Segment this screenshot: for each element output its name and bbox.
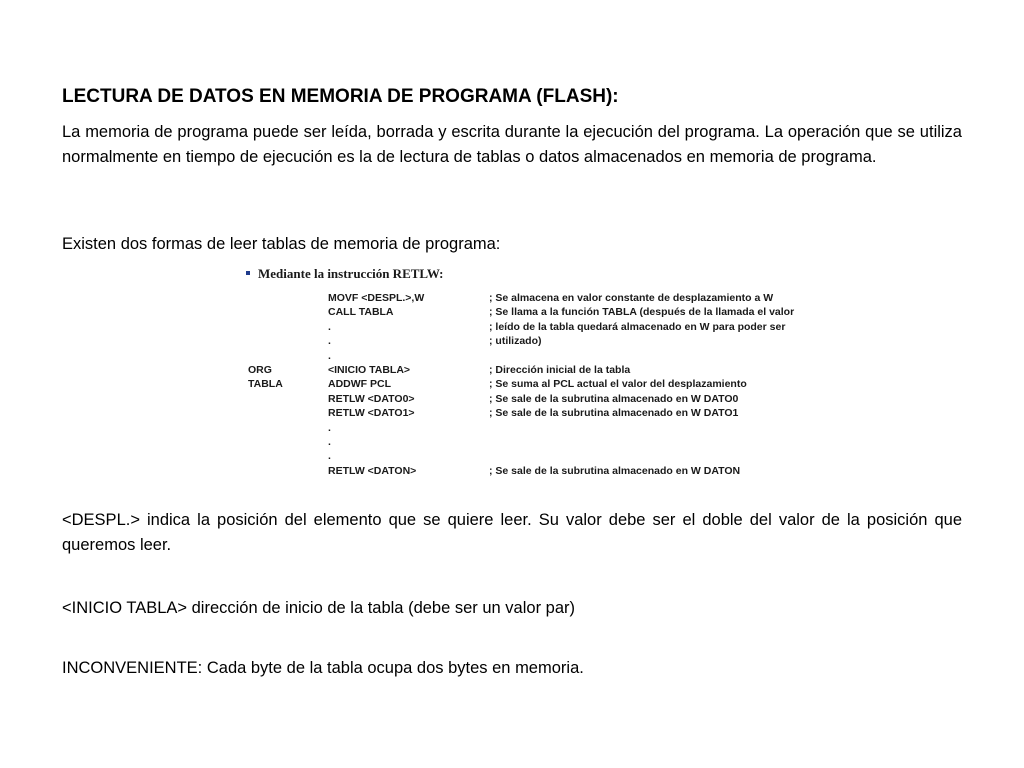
code-instruction: . [328,349,331,362]
code-comment: ; Se llama a la función TABLA (después de la llamada el valor [489,306,795,319]
code-comment: ; utilizado) [489,335,542,348]
code-instruction: RETLW <DATO0> [328,392,415,405]
paragraph-methods: Existen dos formas de leer tablas de memoria de programa: [62,235,501,253]
code-instruction: CALL TABLA [328,306,394,319]
code-comment: ; leído de la tabla quedará almacenado en W para poder ser [489,320,786,333]
code-row [246,321,846,335]
paragraph-inconveniente: INCONVENIENTE: Cada byte de la tabla ocupa dos bytes en memoria. [62,659,584,677]
code-comment: ; Se sale de la subrutina almacenado en W DATO0 [489,392,739,405]
paragraph-inicio-tabla: <INICIO TABLA> dirección de inicio de la tabla (debe ser un valor par) [62,599,575,617]
code-instruction: RETLW <DATON> [328,464,417,477]
code-instruction: <INICIO TABLA> [328,364,411,376]
code-label: ORG [248,364,272,376]
code-label: TABLA [248,378,283,391]
paragraph-despl: <DESPL.> indica la posición del elemento que se quiere leer. Su valor debe ser el doble del valor de la posición que queremos leer. [62,511,962,554]
code-row [246,450,846,464]
code-row [246,393,846,407]
figure-heading-text: Mediante la instrucción RETLW: [258,266,444,281]
figure-heading [246,266,444,282]
code-instruction: . [328,436,331,448]
code-comment: ; Se sale de la subrutina almacenado en W DATON [489,464,741,477]
code-instruction: RETLW <DATO1> [328,407,415,420]
code-row [246,465,846,479]
code-row [246,306,846,320]
paragraph-intro: La memoria de programa puede ser leída, borrada y escrita durante la ejecución del programa. La operación que se utiliza normalmente en tiempo de ejecución es la de lectura de tablas o datos almacenados en memoria de programa. [62,123,962,166]
code-row [246,364,846,378]
code-instruction: . [328,320,331,333]
code-instruction: MOVF <DESPL.>,W [328,292,425,304]
code-instruction: . [328,421,331,434]
code-instruction: ADDWF PCL [328,378,391,391]
code-comment: ; Se sale de la subrutina almacenado en W DATO1 [489,407,739,420]
code-comment: ; Se almacena en valor constante de desplazamiento a W [489,292,774,304]
code-row [246,350,846,364]
code-figure [246,266,846,478]
code-comment: ; Se suma al PCL actual el valor del desplazamiento [489,378,747,391]
code-row [246,422,846,436]
code-instruction: . [328,450,331,463]
code-instruction: . [328,335,331,348]
code-row [246,292,846,306]
code-row [246,378,846,392]
code-row [246,407,846,421]
code-row [246,335,846,349]
code-comment: ; Dirección inicial de la tabla [489,364,631,376]
slide-title: LECTURA DE DATOS EN MEMORIA DE PROGRAMA (FLASH): [62,86,619,107]
bullet-square-icon [246,271,250,275]
code-row [246,436,846,450]
